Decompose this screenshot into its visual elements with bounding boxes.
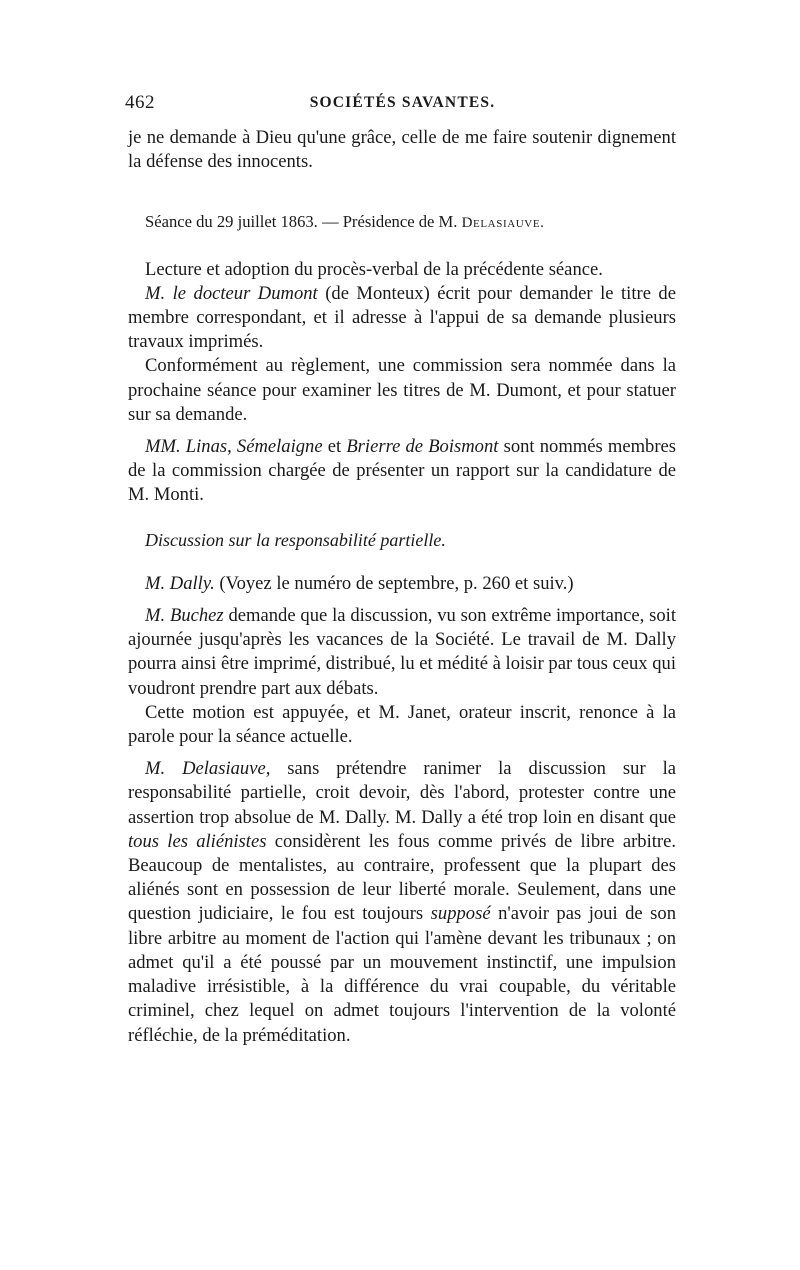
paragraph-delasiauve — [128, 757, 676, 1047]
paragraph-motion: Cette motion est appuyée, et M. Janet, orateur inscrit, renonce à la parole pour la séance actuelle. — [128, 701, 676, 748]
paragraph-delasiauve-text-a: , sans prétendre ranimer la discussion sur la responsabilité partielle, croit devoir, dès l'abord, protester contre une assertion trop absolue de M. Dally. M. Dally a été trop loin en disant que — [128, 758, 676, 828]
paragraph-lecture: Lecture et adoption du procès-verbal de la précédente séance. — [145, 258, 603, 280]
separator: et — [322, 436, 347, 458]
paragraph-dally-text: (Voyez le numéro de septembre, p. 260 et suiv.) — [214, 572, 574, 594]
name-brierre: Brierre de Boismont — [346, 436, 499, 458]
continuation-paragraph: je ne demande à Dieu qu'une grâce, celle de me faire soutenir dignement la défense des innocents. — [128, 127, 676, 173]
seance-heading — [128, 210, 676, 235]
paragraph-buchez-text: demande que la discussion, vu son extrême importance, soit ajournée jusqu'après les vacances de la Société. Le travail de M. Dally pourra ainsi être imprimé, distribué, lu et médité à loisir par tous ceux qui voudront prendre part aux débats. — [128, 605, 676, 699]
paragraph-nominations-text: sont nommés membres de la commission chargée de présenter un rapport sur la candidature de M. Monti. — [128, 436, 677, 506]
emphasis-suppose: supposé — [430, 903, 491, 925]
paragraph-dumont — [128, 282, 676, 355]
name-linas: MM. Linas — [145, 436, 228, 458]
name-dumont: M. le docteur Dumont — [145, 282, 318, 304]
section-heading: Discussion sur la responsabilité partielle. — [145, 529, 446, 550]
paragraph-delasiauve-text-c: n'avoir pas joui de son libre arbitre au moment de l'action qui l'amène devant les tribunaux ; on admet qu'il a été poussé par un mouvement instinctif, une impulsion maladive irrésistible, à la différence du vrai coupable, du véritable criminel, chez lequel on admet toujours l'intervention de la volonté réfléchie, de la préméditation. — [128, 903, 677, 1046]
seance-prefix: Séance du 29 juillet 1863. — Présidence de M. — [145, 212, 462, 232]
name-buchez: M. Buchez — [145, 605, 224, 627]
seance-president: Delasiauve. — [461, 215, 545, 232]
paragraph-delasiauve-text-b: considèrent les fous comme privés de libre arbitre. Beaucoup de mentalistes, au contraire, professent que la plupart des aliénés sont en possession de leur liberté morale. Seulement, dans une question judiciaire, le fou est toujours — [128, 830, 677, 925]
page-number: 462 — [125, 92, 155, 113]
emphasis-alienistes: tous les aliénistes — [128, 830, 267, 852]
running-title: SOCIÉTÉS SAVANTES. — [309, 94, 496, 111]
name-dally: M. Dally. — [145, 572, 215, 594]
paragraph-dally — [128, 572, 676, 596]
page-header — [125, 92, 680, 120]
paragraph-nominations — [128, 435, 676, 508]
name-semelaigne: Sémelaigne — [236, 436, 323, 458]
page-body — [128, 126, 676, 1048]
paragraph-commission: Conformément au règlement, une commission sera nommée dans la prochaine séance pour examiner les titres de M. Dumont, et pour statuer sur sa demande. — [128, 355, 676, 425]
separator: , — [227, 436, 237, 458]
paragraph-dumont-text: (de Monteux) écrit pour demander le titre de membre correspondant, et il adresse à l'appui de sa demande plusieurs travaux imprimés. — [128, 282, 676, 353]
name-delasiauve: M. Delasiauve — [145, 758, 266, 780]
paragraph-buchez — [128, 604, 676, 701]
